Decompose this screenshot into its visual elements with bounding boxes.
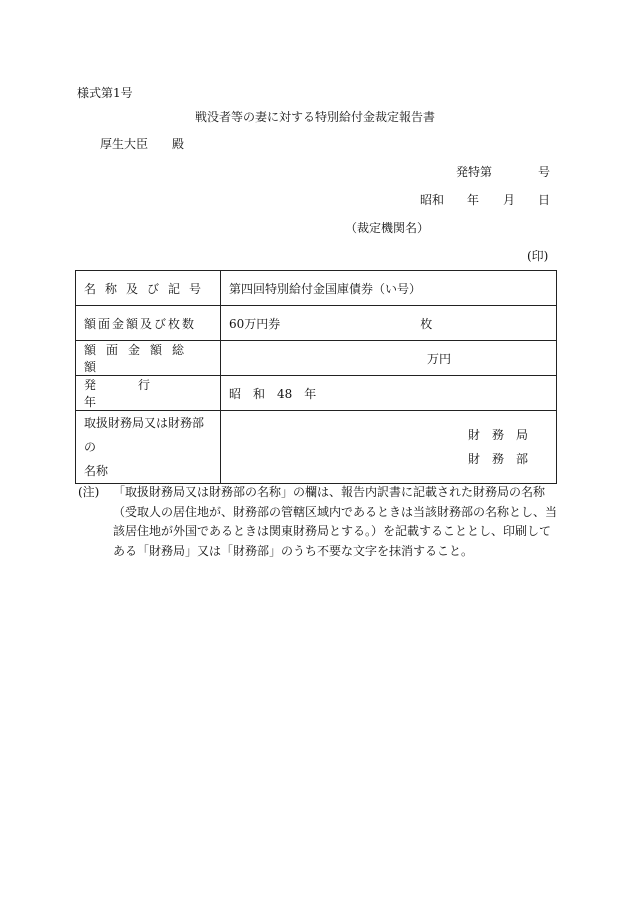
value-issue-year: 昭 和 48 年 bbox=[221, 376, 557, 411]
agency-name: （裁定機関名） bbox=[345, 221, 430, 235]
form-number: 様式第1号 bbox=[77, 86, 133, 100]
value-name: 第四回特別給付金国庫債券（い号） bbox=[221, 271, 557, 306]
label-issue-year: 発行年 bbox=[76, 376, 221, 411]
note-text: 「取扱財務局又は財務部の名称」の欄は、報告内訳書に記載された財務局の名称（受取人の居住地が、財務部の管轄区域内であるときは当該財務部の名称とし、当該居住地が外国であるときは関東財務局とする。）を記載することとし、印刷してある「財務局」又は「財務部」のうち不要な文字を抹消すること。 bbox=[113, 485, 558, 558]
label-bureau-line1: 取扱財務局又は財務部の bbox=[84, 416, 205, 454]
table-row bbox=[76, 341, 557, 376]
option-zaimukyoku: 財 務 局 bbox=[467, 428, 528, 442]
value-denomination: 60万円券 bbox=[229, 316, 281, 331]
table-row bbox=[76, 306, 557, 341]
unit-man-yen: 万円 bbox=[221, 341, 557, 376]
option-zaimubu: 財 務 部 bbox=[467, 452, 528, 466]
table-row bbox=[76, 411, 557, 484]
date-year: 年 bbox=[467, 193, 480, 207]
table-row bbox=[76, 271, 557, 306]
label-denomination: 額面金額及び枚数 bbox=[76, 306, 221, 341]
seal: (印) bbox=[527, 249, 549, 263]
report-table bbox=[75, 270, 557, 484]
table-row bbox=[76, 376, 557, 411]
label-name: 名称及び記号 bbox=[76, 271, 221, 306]
unit-sheets: 枚 bbox=[420, 316, 433, 331]
date-month: 月 bbox=[503, 193, 516, 207]
note bbox=[78, 483, 558, 558]
document-title: 戦没者等の妻に対する特別給付金裁定報告書 bbox=[195, 110, 436, 124]
addressee: 厚生大臣 bbox=[100, 137, 149, 151]
note-marker: (注) bbox=[78, 485, 100, 499]
issue-number-prefix: 発特第 bbox=[456, 165, 493, 179]
issue-number-suffix: 号 bbox=[538, 165, 551, 179]
date-era: 昭和 bbox=[420, 193, 445, 207]
honorific: 殿 bbox=[172, 137, 185, 151]
date-day: 日 bbox=[538, 193, 551, 207]
label-total: 額面金額総額 bbox=[76, 341, 221, 376]
label-bureau-line2: 名称 bbox=[84, 464, 109, 478]
